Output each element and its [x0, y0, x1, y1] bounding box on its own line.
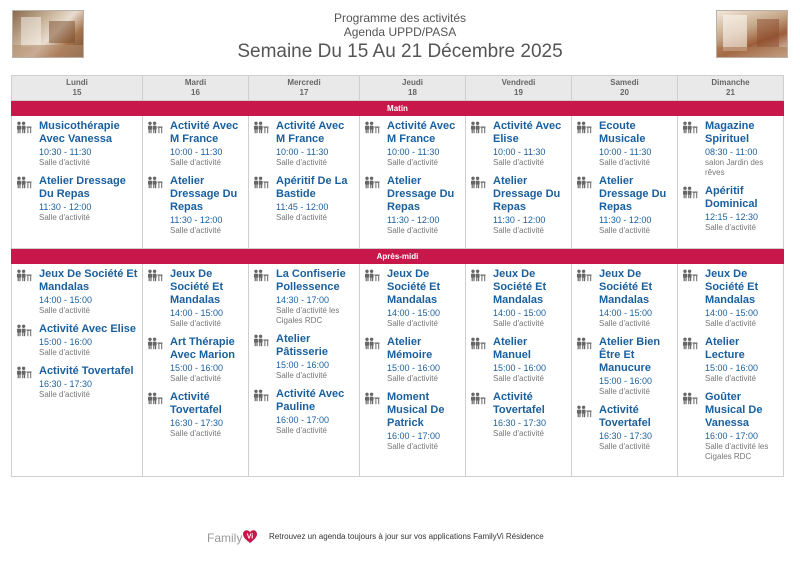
activity-item[interactable] [470, 120, 567, 168]
activity-item[interactable] [682, 336, 779, 384]
activity-name: Activité Tovertafel [599, 404, 651, 429]
people-activity-icon [364, 176, 380, 189]
activity-item[interactable] [364, 336, 461, 384]
activity-name: Jeux De Société Et Mandalas [705, 268, 759, 306]
activity-time: 10:00 - 11:30 [599, 147, 652, 157]
morning-cell-samedi [572, 116, 678, 249]
activity-name: Activité Tovertafel [493, 391, 545, 416]
activity-name: Activité Avec M France [387, 120, 456, 145]
morning-cell-lundi [12, 116, 143, 249]
activity-item[interactable] [364, 391, 461, 452]
people-activity-icon [470, 337, 486, 350]
activity-name: Activité Avec M France [276, 120, 345, 145]
activity-item[interactable] [253, 120, 355, 168]
people-activity-icon [364, 121, 380, 134]
people-activity-icon [682, 337, 698, 350]
activity-time: 16:30 - 17:30 [493, 418, 547, 428]
activity-name: Jeux De Société Et Mandalas [599, 268, 653, 306]
activity-location: Salle d'activité [705, 223, 756, 232]
activity-time: 10:00 - 11:30 [387, 147, 440, 157]
activity-location: Salle d'activité [39, 348, 90, 357]
activity-name: Apéritif Dominical [705, 185, 758, 210]
activity-name: Jeux De Société Et Mandalas [387, 268, 441, 306]
afternoon-cell-mardi [143, 264, 249, 477]
activity-time: 14:00 - 15:00 [39, 295, 93, 305]
activity-time: 14:00 - 15:00 [493, 308, 547, 318]
people-activity-icon [147, 337, 163, 350]
activity-item[interactable] [682, 185, 779, 233]
activity-time: 15:00 - 16:00 [39, 337, 93, 347]
day-header-row [12, 76, 784, 101]
day-name: Mercredi [287, 78, 321, 87]
activity-item[interactable] [576, 404, 673, 452]
activity-location: Salle d'activité [170, 374, 221, 383]
activity-name: Atelier Dressage Du Repas [493, 175, 561, 213]
day-date: 18 [408, 88, 417, 97]
activity-location: Salle d'activité [170, 429, 221, 438]
afternoon-cell-vendredi [466, 264, 572, 477]
activity-location: Salle d'activité [493, 374, 544, 383]
people-activity-icon [16, 366, 32, 379]
activity-name: Moment Musical De Patrick [387, 391, 445, 429]
activity-location: Salle d'activité [599, 226, 650, 235]
activity-name: Atelier Dressage Du Repas [39, 175, 126, 200]
day-date: 20 [620, 88, 629, 97]
activity-name: Activité Avec M France [170, 120, 239, 145]
activity-name: Goûter Musical De Vanessa [705, 391, 763, 429]
afternoon-cell-lundi [12, 264, 143, 477]
activity-location: Salle d'activité [493, 319, 544, 328]
people-activity-icon [470, 392, 486, 405]
activity-time: 16:00 - 17:00 [387, 431, 441, 441]
activity-name: Apéritif De La Bastide [276, 175, 348, 200]
people-activity-icon [576, 405, 592, 418]
activity-time: 16:30 - 17:30 [170, 418, 224, 428]
day-date: 19 [514, 88, 523, 97]
afternoon-cell-dimanche [678, 264, 784, 477]
afternoon-cell-samedi [572, 264, 678, 477]
people-activity-icon [470, 269, 486, 282]
morning-band [12, 101, 784, 116]
activity-time: 14:30 - 17:00 [276, 295, 330, 305]
afternoon-band [12, 249, 784, 264]
people-activity-icon [147, 176, 163, 189]
people-activity-icon [682, 269, 698, 282]
people-activity-icon [682, 392, 698, 405]
header-line1: Programme des activités [333, 11, 467, 25]
activity-item[interactable] [470, 268, 567, 329]
familyvi-logo-text: Family [207, 531, 243, 545]
people-activity-icon [147, 121, 163, 134]
people-activity-icon [364, 392, 380, 405]
activity-time: 08:30 - 11:00 [705, 147, 758, 157]
activity-time: 15:00 - 16:00 [276, 360, 330, 370]
morning-cell-mercredi [249, 116, 360, 249]
activity-location: Salle d'activité [493, 158, 544, 167]
activity-item[interactable] [147, 391, 244, 439]
activity-name: Activité Avec Elise [39, 323, 137, 335]
activity-time: 15:00 - 16:00 [705, 363, 759, 373]
activity-time: 11:30 - 12:00 [170, 215, 223, 225]
day-date: 15 [72, 88, 82, 97]
activity-item[interactable] [682, 120, 779, 178]
activity-location: Salle d'activité [39, 390, 90, 399]
people-activity-icon [16, 269, 32, 282]
activity-time: 16:00 - 17:00 [705, 431, 759, 441]
activity-item[interactable] [364, 120, 461, 168]
activity-location: Salle d'activité [276, 213, 327, 222]
activity-name: Activité Tovertafel [39, 365, 134, 377]
activity-location: Salle d'activité les Cigales RDC [705, 442, 769, 461]
activity-item[interactable] [16, 323, 138, 358]
people-activity-icon [253, 269, 269, 282]
activity-time: 16:00 - 17:00 [276, 415, 330, 425]
activity-time: 15:00 - 16:00 [493, 363, 547, 373]
activity-location: Salle d'activité [170, 319, 221, 328]
activity-item[interactable] [147, 175, 244, 236]
activity-name: La Confiserie Pollessence [276, 268, 346, 293]
activity-item[interactable] [16, 365, 138, 400]
day-header-samedi [572, 76, 678, 101]
day-name: Jeudi [402, 78, 423, 87]
activity-name: Jeux De Société Et Mandalas [39, 268, 138, 293]
footer [0, 528, 800, 548]
activity-location: Salle d'activité [276, 158, 327, 167]
people-activity-icon [576, 176, 592, 189]
day-name: Lundi [66, 78, 88, 87]
day-header-mercredi [249, 76, 360, 101]
activity-item[interactable] [253, 268, 355, 326]
people-activity-icon [364, 337, 380, 350]
activity-item[interactable] [147, 268, 244, 329]
people-activity-icon [253, 176, 269, 189]
activity-location: Salle d'activité [276, 371, 327, 380]
activity-location: Salle d'activité [387, 158, 438, 167]
activity-time: 10:30 - 11:30 [39, 147, 92, 157]
morning-cell-vendredi [466, 116, 572, 249]
afternoon-label: Après-midi [12, 249, 784, 264]
activity-item[interactable] [576, 175, 673, 236]
activity-name: Atelier Dressage Du Repas [599, 175, 667, 213]
activity-time: 14:00 - 15:00 [705, 308, 759, 318]
activity-item[interactable] [576, 268, 673, 329]
activity-time: 10:00 - 11:30 [170, 147, 223, 157]
activity-item[interactable] [470, 175, 567, 236]
activity-name: Activité Avec Elise [493, 120, 562, 145]
people-activity-icon [576, 269, 592, 282]
activity-location: Salle d'activité [387, 442, 438, 451]
day-date: 21 [726, 88, 735, 97]
morning-cell-dimanche [678, 116, 784, 249]
activity-location: Salle d'activité les Cigales RDC [276, 306, 340, 325]
people-activity-icon [576, 121, 592, 134]
people-activity-icon [16, 176, 32, 189]
people-activity-icon [470, 121, 486, 134]
activity-item[interactable] [147, 336, 244, 384]
activity-name: Activité Avec Pauline [276, 388, 345, 413]
activity-location: Salle d'activité [599, 158, 650, 167]
activity-location: Salle d'activité [387, 374, 438, 383]
activity-time: 14:00 - 15:00 [599, 308, 653, 318]
people-activity-icon [470, 176, 486, 189]
heart-logo-icon [242, 529, 258, 545]
morning-row [12, 116, 784, 249]
activity-time: 10:00 - 11:30 [493, 147, 546, 157]
activity-location: Salle d'activité [39, 213, 90, 222]
activity-name: Atelier Bien Être Et Manucure [599, 336, 661, 374]
svg-text:Vi: Vi [246, 533, 254, 541]
activity-time: 12:15 - 12:30 [705, 212, 759, 222]
activity-item[interactable] [16, 268, 138, 316]
day-header-vendredi [466, 76, 572, 101]
activity-location: Salle d'activité [493, 429, 544, 438]
activity-time: 11:30 - 12:00 [39, 202, 92, 212]
activity-item[interactable] [253, 333, 355, 381]
activity-name: Activité Tovertafel [170, 391, 222, 416]
activity-name: Atelier Pâtisserie [276, 333, 328, 358]
activity-location: Salle d'activité [170, 226, 221, 235]
activity-time: 14:00 - 15:00 [170, 308, 224, 318]
morning-label: Matin [12, 101, 784, 116]
activity-item[interactable] [682, 391, 779, 462]
day-name: Dimanche [711, 78, 750, 87]
afternoon-cell-jeudi [360, 264, 466, 477]
activity-location: Salle d'activité [170, 158, 221, 167]
activity-location: Salle d'activité [599, 387, 650, 396]
people-activity-icon [16, 121, 32, 134]
day-name: Mardi [184, 78, 207, 87]
activity-time: 14:00 - 15:00 [387, 308, 441, 318]
activity-name: Atelier Dressage Du Repas [170, 175, 238, 213]
people-activity-icon [253, 334, 269, 347]
day-date: 16 [191, 88, 200, 97]
activity-name: Ecoute Musicale [599, 120, 646, 145]
activity-item[interactable] [470, 391, 567, 439]
people-activity-icon [682, 121, 698, 134]
activity-name: Atelier Dressage Du Repas [387, 175, 455, 213]
activity-item[interactable] [470, 336, 567, 384]
activity-name: Jeux De Société Et Mandalas [170, 268, 224, 306]
footer-text: Retrouvez un agenda toujours à jour sur vos applications FamilyVi Résidence [269, 532, 544, 541]
activity-location: Salle d'activité [705, 374, 756, 383]
people-activity-icon [576, 337, 592, 350]
day-header-jeudi [360, 76, 466, 101]
activity-time: 16:30 - 17:30 [39, 379, 93, 389]
activity-location: Salle d'activité [599, 319, 650, 328]
page-title: Semaine Du 15 Au 21 Décembre 2025 [237, 41, 563, 62]
activity-name: Art Thérapie Avec Marion [170, 336, 236, 361]
activity-item[interactable] [16, 175, 138, 223]
people-activity-icon [147, 392, 163, 405]
activity-location: salon Jardin des rêves [705, 158, 764, 177]
morning-cell-mardi [143, 116, 249, 249]
activity-time: 15:00 - 16:00 [599, 376, 653, 386]
people-activity-icon [253, 389, 269, 402]
day-name: Vendredi [501, 78, 536, 87]
activity-location: Salle d'activité [705, 319, 756, 328]
activity-item[interactable] [682, 268, 779, 329]
activity-item[interactable] [576, 336, 673, 397]
day-header-dimanche [678, 76, 784, 101]
activity-item[interactable] [253, 388, 355, 436]
activity-time: 11:30 - 12:00 [387, 215, 440, 225]
activity-location: Salle d'activité [387, 226, 438, 235]
activity-item[interactable] [253, 175, 355, 223]
activity-location: Salle d'activité [599, 442, 650, 451]
activity-time: 15:00 - 16:00 [170, 363, 224, 373]
morning-cell-jeudi [360, 116, 466, 249]
activity-name: Atelier Manuel [493, 336, 531, 361]
activity-item[interactable] [147, 120, 244, 168]
activity-location: Salle d'activité [276, 426, 327, 435]
people-activity-icon [16, 324, 32, 337]
activity-location: Salle d'activité [39, 306, 90, 315]
activity-item[interactable] [364, 175, 461, 236]
people-activity-icon [253, 121, 269, 134]
day-header-mardi [143, 76, 249, 101]
people-activity-icon [682, 186, 698, 199]
activity-location: Salle d'activité [39, 158, 90, 167]
activity-name: Musicothérapie Avec Vanessa [39, 120, 120, 145]
activity-name: Magazine Spirituel [705, 120, 755, 145]
activity-location: Salle d'activité [387, 319, 438, 328]
day-header-lundi [12, 76, 143, 101]
activity-name: Jeux De Société Et Mandalas [493, 268, 547, 306]
day-name: Samedi [610, 78, 639, 87]
afternoon-row [12, 264, 784, 477]
people-activity-icon [147, 269, 163, 282]
activity-name: Atelier Mémoire [387, 336, 433, 361]
activity-time: 16:30 - 17:30 [599, 431, 653, 441]
activity-time: 10:00 - 11:30 [276, 147, 329, 157]
day-date: 17 [299, 88, 309, 97]
activity-item[interactable] [576, 120, 673, 168]
activity-time: 15:00 - 16:00 [387, 363, 441, 373]
afternoon-cell-mercredi [249, 264, 360, 477]
people-activity-icon [364, 269, 380, 282]
header-line2: Agenda UPPD/PASA [343, 25, 457, 39]
activity-item[interactable] [364, 268, 461, 329]
activity-item[interactable] [16, 120, 138, 168]
activity-name: Atelier Lecture [705, 336, 745, 361]
activity-time: 11:30 - 12:00 [493, 215, 546, 225]
activity-location: Salle d'activité [493, 226, 544, 235]
activity-time: 11:30 - 12:00 [599, 215, 652, 225]
weekly-agenda-table [11, 75, 784, 477]
activity-time: 11:45 - 12:00 [276, 202, 329, 212]
